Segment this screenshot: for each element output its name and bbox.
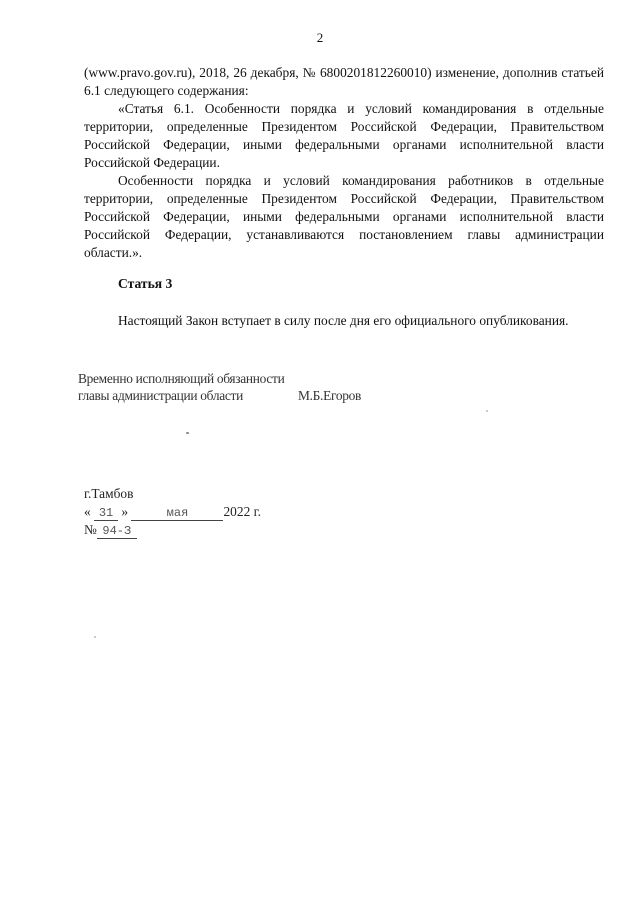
law-number: 94-З [97,524,137,539]
paragraph-article-6-1-title: «Статья 6.1. Особенности порядка и условий командирования в отдельные территории, определенные Президентом Российской Федерации, Правительством Российской Федерации, иными федеральными органами исполнительной власти Российской Федерации. [84,101,604,170]
law-number-prefix: № [84,522,97,537]
date-year: 2022 г. [223,504,261,519]
paragraph-continuation: (www.pravo.gov.ru), 2018, 26 декабря, № 6800201812260010) изменение, дополнив статьей 6.1 следующего содержания: [84,65,604,98]
article-3-heading: Статья 3 [118,276,173,291]
paragraph-article-6-1-body: Особенности порядка и условий командирования работников в отдельные территории, определенные Президентом Российской Федерации, Правительством Российской Федерации, иными федеральными органами исполнительной власти Российской Федерации, устанавливаются постановлением главы администрации области.». [84,173,604,260]
date-quote-close: » [121,504,129,519]
city: г.Тамбов [84,486,134,501]
date-month: мая [131,506,223,521]
date-quote-open: « [84,504,91,519]
date-line [84,504,261,521]
signature-title-line2: главы администрации области [78,388,243,403]
article-3-section [84,312,604,330]
article-3-text: Настоящий Закон вступает в силу после дня его официального опубликования. [118,313,569,328]
signature-title-line1: Временно исполняющий обязанности [78,371,285,386]
scan-speck [186,432,189,434]
date-day: 31 [94,506,118,521]
amendment-text [84,64,604,262]
law-number-line [84,522,137,539]
page-number: 2 [316,30,324,45]
scan-speck [486,410,488,412]
signatory-name: М.Б.Егоров [298,388,362,403]
scan-speck [94,636,96,638]
